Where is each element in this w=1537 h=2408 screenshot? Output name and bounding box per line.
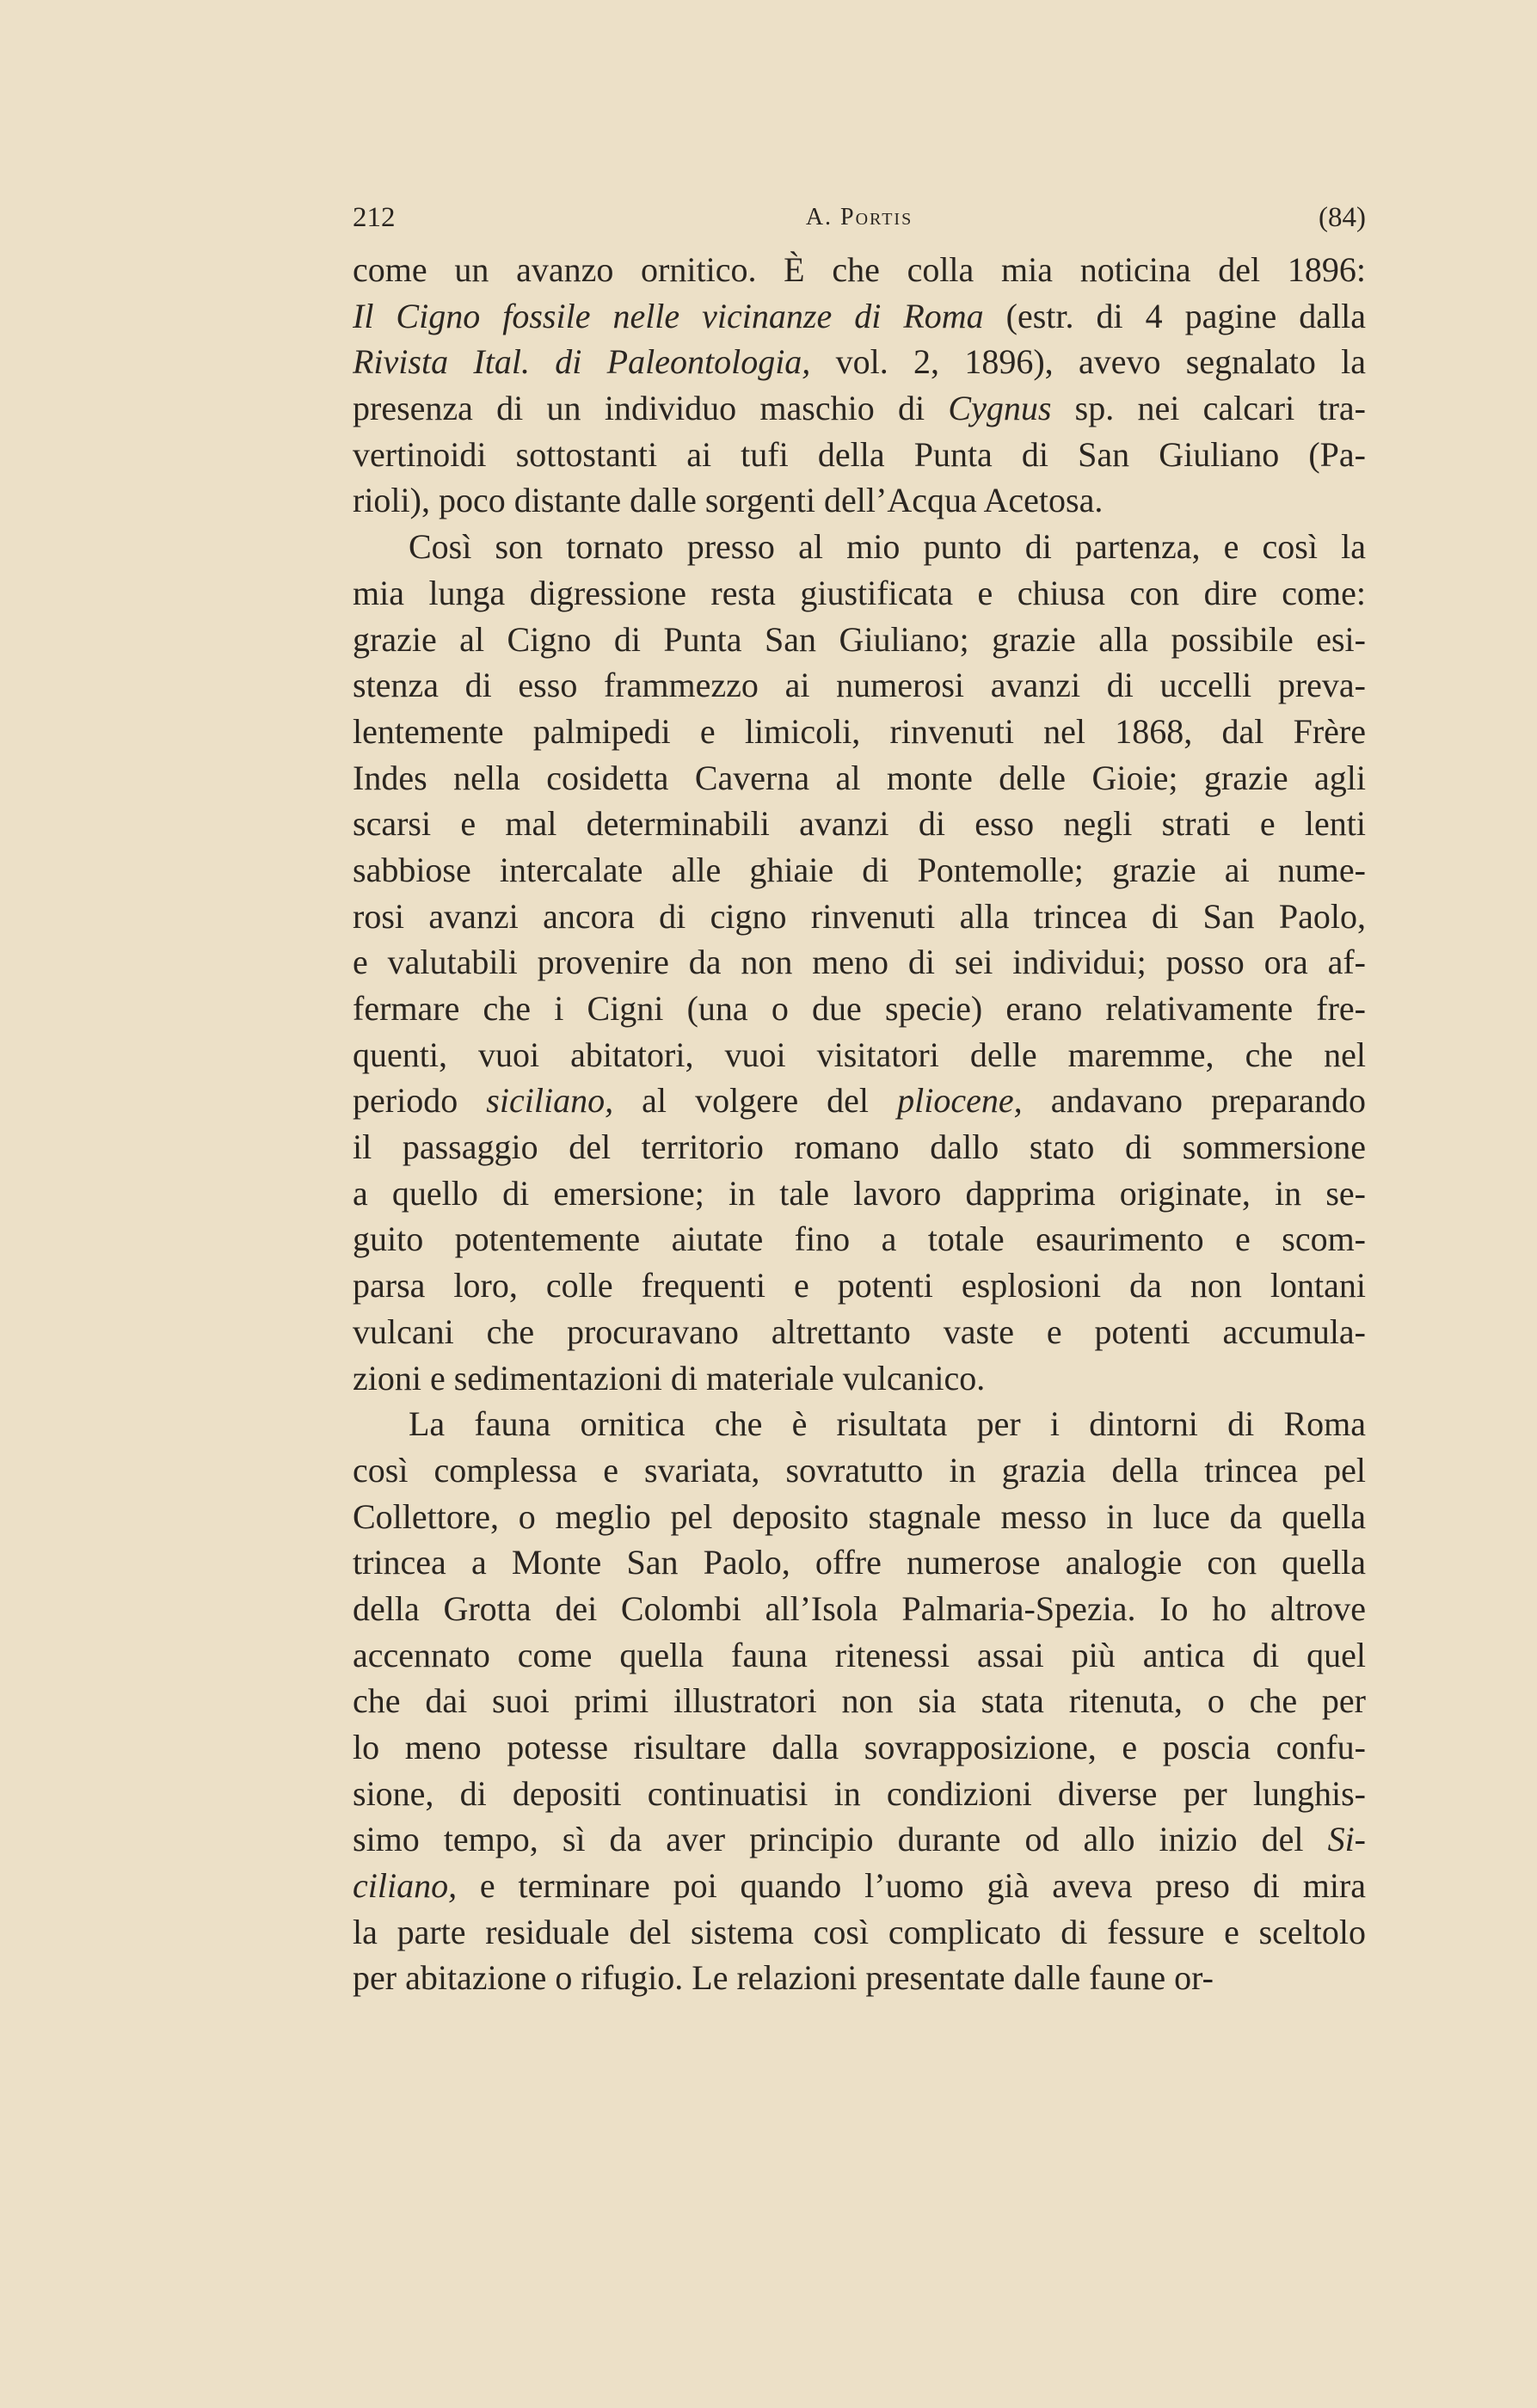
- running-head: [353, 196, 1366, 239]
- text-line: presenza di un individuo maschio di Cygnus sp. nei calcari tra-: [353, 389, 1366, 428]
- text-line: la parte residuale del sistema così complicato di fessure e sceltolo: [353, 1912, 1366, 1951]
- text-line: Così son tornato presso al mio punto di partenza, e così la: [409, 527, 1366, 567]
- text-line: accennato come quella fauna ritenessi assai più antica di quel: [353, 1635, 1366, 1674]
- text-line: vertinoidi sottostanti ai tufi della Punta di San Giuliano (Pa-: [353, 434, 1366, 474]
- paragraph: [353, 524, 1366, 1401]
- text-line: parsa loro, colle frequenti e potenti esplosioni da non lontani: [353, 1266, 1366, 1305]
- body-text: [353, 247, 1366, 2001]
- text-line: scarsi e mal determinabili avanzi di esso negli strati e lenti: [353, 804, 1366, 844]
- text-line: che dai suoi primi illustratori non sia stata ritenuta, o che per: [353, 1681, 1366, 1721]
- text-line: Indes nella cosidetta Caverna al monte delle Gioie; grazie agli: [353, 758, 1366, 797]
- text-line: così complessa e svariata, sovratutto in grazia della trincea pel: [353, 1450, 1366, 1490]
- text-line: mia lunga digressione resta giustificata e chiusa con dire come:: [353, 573, 1366, 612]
- text-line: stenza di esso frammezzo ai numerosi avanzi di uccelli preva-: [353, 666, 1366, 705]
- page-number: 212: [353, 202, 396, 233]
- text-line: rioli), poco distante dalle sorgenti dell’Acqua Acetosa.: [353, 481, 1104, 520]
- text-line: vulcani che procuravano altrettanto vaste e potenti accumula-: [353, 1312, 1366, 1351]
- text-line: della Grotta dei Colombi all’Isola Palmaria-Spezia. Io ho altrove: [353, 1588, 1366, 1628]
- text-line: Collettore, o meglio pel deposito stagnale messo in luce da quella: [353, 1496, 1366, 1536]
- text-line: per abitazione o rifugio. Le relazioni presentate dalle faune or-: [353, 1958, 1214, 1998]
- text-line: sabbiose intercalate alle ghiaie di Pontemolle; grazie ai nume-: [353, 850, 1366, 889]
- text-line: Il Cigno fossile nelle vicinanze di Roma (estr. di 4 pagine dalla: [353, 296, 1366, 335]
- text-line: e valutabili provenire da non meno di sei individui; posso ora af-: [353, 943, 1366, 982]
- text-line: Rivista Ital. di Paleontologia, vol. 2, 1896), avevo segnalato la: [353, 342, 1366, 382]
- text-line: La fauna ornitica che è risultata per i dintorni di Roma: [409, 1404, 1366, 1444]
- text-line: a quello di emersione; in tale lavoro dapprima originate, in se-: [353, 1173, 1366, 1213]
- text-line: trincea a Monte San Paolo, offre numerose analogie con quella: [353, 1543, 1366, 1582]
- text-line: simo tempo, sì da aver principio durante od allo inizio del Si-: [353, 1820, 1366, 1859]
- text-line: grazie al Cigno di Punta San Giuliano; grazie alla possibile esi-: [353, 619, 1366, 659]
- text-line: zioni e sedimentazioni di materiale vulcanico.: [353, 1358, 986, 1398]
- running-head-author: A. Portis: [805, 204, 913, 230]
- text-line: fermare che i Cigni (una o due specie) erano relativamente fre-: [353, 989, 1366, 1028]
- text-line: il passaggio del territorio romano dallo stato di sommersione: [353, 1127, 1366, 1167]
- paragraph: [353, 247, 1366, 524]
- text-line: guito potentemente aiutate fino a totale esaurimento e scom-: [353, 1219, 1366, 1259]
- paragraph: [353, 1401, 1366, 2001]
- text-line: sione, di depositi continuatisi in condizioni diverse per lunghis-: [353, 1773, 1366, 1813]
- text-line: periodo siciliano, al volgere del pliocene, andavano preparando: [353, 1081, 1366, 1121]
- text-line: ciliano, e terminare poi quando l’uomo già aveva preso di mira: [353, 1866, 1366, 1906]
- text-line: lentemente palmipedi e limicoli, rinvenuti nel 1868, dal Frère: [353, 711, 1366, 751]
- text-line: quenti, vuoi abitatori, vuoi visitatori delle maremme, che nel: [353, 1035, 1366, 1074]
- text-line: lo meno potesse risultare dalla sovrapposizione, e poscia confu-: [353, 1728, 1366, 1766]
- section-number: (84): [1319, 202, 1366, 233]
- text-line: come un avanzo ornitico. È che colla mia noticina del 1896:: [353, 250, 1366, 289]
- text-line: rosi avanzi ancora di cigno rinvenuti alla trincea di San Paolo,: [353, 896, 1366, 936]
